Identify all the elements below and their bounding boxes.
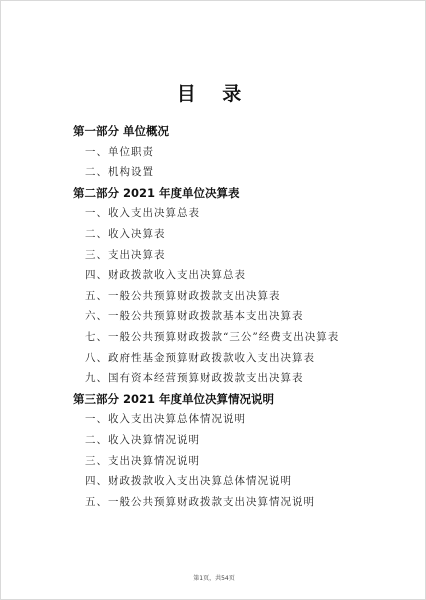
- toc-part-heading: 第二部分 2021 年度单位决算表: [73, 185, 240, 200]
- toc-entry: 三、支出决算情况说明: [85, 454, 200, 467]
- toc-entry: 七、一般公共预算财政拨款“三公”经费支出决算表: [85, 330, 340, 343]
- toc-entry: 二、收入决算情况说明: [85, 433, 200, 446]
- toc-entry: 一、收入支出决算总表: [85, 207, 200, 220]
- toc-entry: 四、财政拨款收入支出决算总体情况说明: [85, 475, 292, 488]
- toc-entry: 五、一般公共预算财政拨款支出决算表: [85, 289, 281, 302]
- toc-part-heading: 第一部分 单位概况: [73, 124, 170, 138]
- toc-entry: 一、收入支出决算总体情况说明: [85, 413, 246, 426]
- toc-entry: 一、单位职责: [85, 145, 154, 158]
- table-of-contents: [73, 121, 403, 512]
- toc-entry: 八、政府性基金预算财政拨款收入支出决算表: [85, 351, 315, 364]
- toc-entry: 二、机构设置: [85, 166, 154, 179]
- toc-entry: 六、一般公共预算财政拨款基本支出决算表: [85, 310, 304, 323]
- toc-part-heading: 第三部分 2021 年度单位决算情况说明: [73, 391, 275, 406]
- toc-entry: 四、财政拨款收入支出决算总表: [85, 269, 246, 282]
- toc-entry: 九、国有资本经营预算财政拨款支出决算表: [85, 372, 304, 385]
- toc-entry: 三、支出决算表: [85, 248, 166, 261]
- toc-entry: 五、一般公共预算财政拨款支出决算情况说明: [85, 495, 315, 508]
- page-footer: 第1页，共54页: [193, 575, 235, 582]
- toc-entry: 二、收入决算表: [85, 227, 166, 240]
- page-title: 目 录: [176, 83, 252, 105]
